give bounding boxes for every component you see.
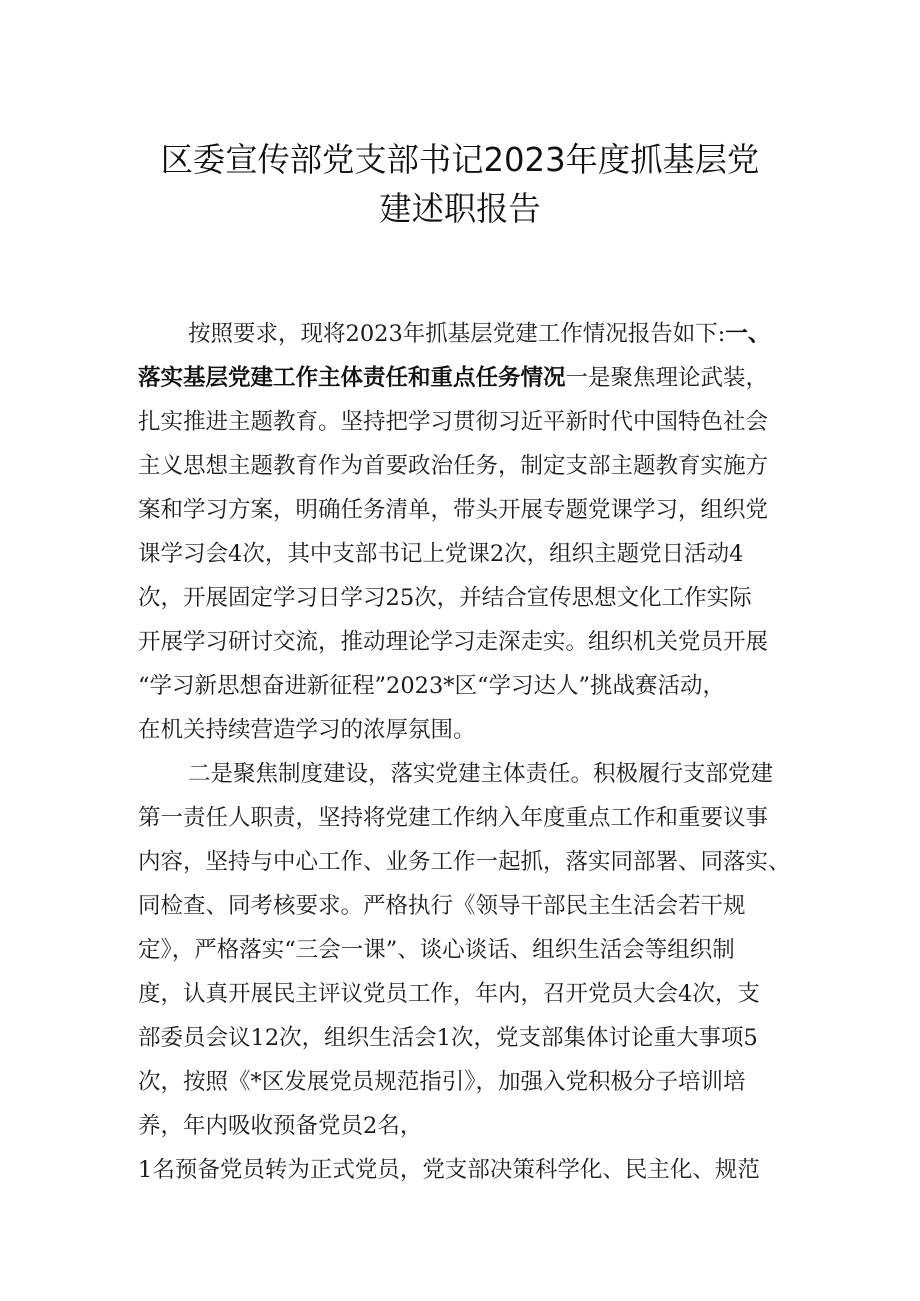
paragraph-1-line-6: 课学习会4次，其中支部书记上党课2次，组织主题党日活动4 [138,541,744,567]
paragraph-2-line-2: 第一责任人职责，坚持将党建工作纳入年度重点工作和重要议事 [138,805,769,831]
paragraph-2-line-1: 二是聚焦制度建设，落实党建主体责任。积极履行支部党建 [188,761,774,787]
paragraph-2-line-8: 次，按照《*区发展党员规范指引》，加强入党积极分子培训培 [138,1069,746,1095]
paragraph-2-line-4: 同检查、同考核要求。严格执行《领导干部民主生活会若干规 [138,893,746,919]
paragraph-1-line-3: 扎实推进主题教育。坚持把学习贯彻习近平新时代中国特色社会 [138,409,769,435]
paragraph-1-line-7: 次，开展固定学习日学习25次，并结合宣传思想文化工作实际 [138,585,752,611]
paragraph-1-line-10: 在机关持续营造学习的浓厚氛围。 [138,717,476,743]
paragraph-1-line-4: 主义思想主题教育作为首要政治任务，制定支部主题教育实施方 [138,453,769,479]
paragraph-2-line-9: 养，年内吸收预备党员2名， [138,1113,423,1139]
paragraph-2-line-7: 部委员会议12次，组织生活会1次，党支部集体讨论重大事项5 [138,1025,758,1051]
document-title-line-2: 建述职报告 [379,189,541,228]
document-title-line-1: 区委宣传部党支部书记2023年度抓基层党 [160,140,760,179]
section-heading-number: 一、 [725,321,771,347]
section-heading: 落实基层党建工作主体责任和重点任务情况 [138,365,566,391]
paragraph-1-line-8: 开展学习研讨交流，推动理论学习走深走实。组织机关党员开展 [138,629,769,655]
paragraph-1-line-1 [188,312,770,356]
paragraph-3-line-1: 1名预备党员转为正式党员，党支部决策科学化、民主化、规范 [138,1157,760,1183]
paragraph-1-line-2 [138,356,768,400]
paragraph-2-line-5: 定》，严格落实“三会一课”、谈心谈话、组织生活会等组织制 [138,937,735,963]
paragraph-1-intro: 按照要求，现将2023年抓基层党建工作情况报告如下: [188,321,726,347]
paragraph-2-line-6: 度，认真开展民主评议党员工作，年内，召开党员大会4次，支 [138,981,760,1007]
paragraph-1-line-2-rest: 一是聚焦理论武装， [565,365,769,391]
paragraph-1-line-9: “学习新思想奋进新征程”2023*区“学习达人”挑战赛活动， [138,673,726,699]
paragraph-1-line-5: 案和学习方案，明确任务清单，带头开展专题党课学习，组织党 [138,497,769,523]
paragraph-2-line-3: 内容，坚持与中心工作、业务工作一起抓，落实同部署、同落实、 [138,849,791,875]
